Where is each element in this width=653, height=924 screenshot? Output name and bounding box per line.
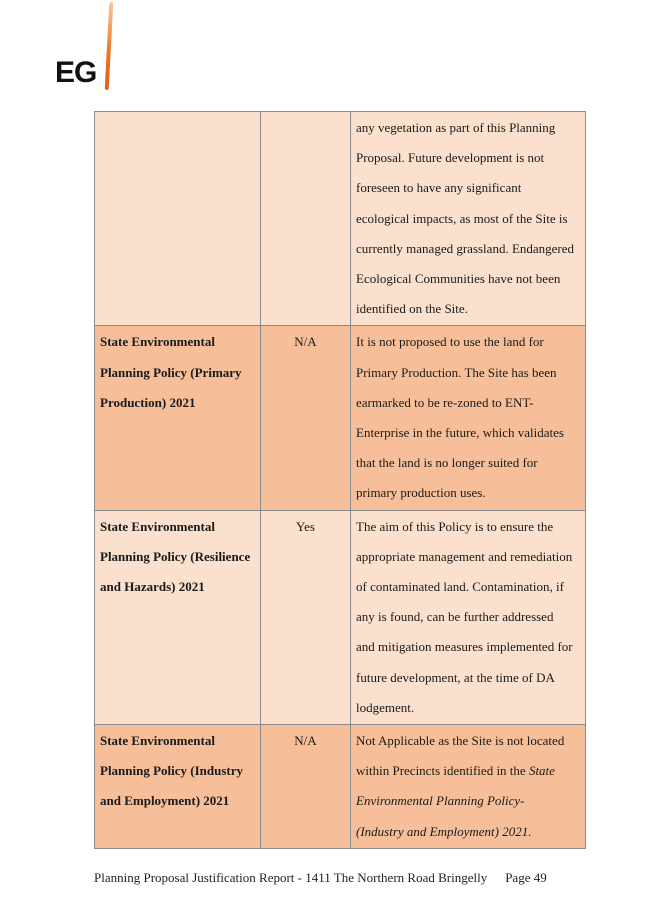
applicable-cell: Yes xyxy=(261,510,351,724)
page-footer xyxy=(94,870,547,886)
comment-text: Not Applicable as the Site is not located within Precincts identified in the xyxy=(356,733,565,779)
page-number: Page 49 xyxy=(505,870,547,885)
policy-name-cell: State Environmental Planning Policy (Primary Production) 2021 xyxy=(95,326,261,510)
policy-name-cell: State Environmental Planning Policy (Resilience and Hazards) 2021 xyxy=(95,510,261,724)
table-row xyxy=(95,725,586,849)
applicable-cell xyxy=(261,112,351,326)
comment-text: any vegetation as part of this Planning Proposal. Future development is not foreseen to have any significant ecological impacts, as most of the Site is currently managed grassland. Endangered Ecological Communities have not been identified on the Site. xyxy=(356,120,575,317)
comment-cell xyxy=(351,326,586,510)
footer-title: Planning Proposal Justification Report - 1411 The Northern Road Bringelly xyxy=(94,870,488,885)
eg-logo xyxy=(55,0,125,92)
comment-cell xyxy=(351,725,586,849)
logo-text: EG xyxy=(55,56,97,89)
comment-cell xyxy=(351,112,586,326)
policy-name-cell xyxy=(95,112,261,326)
comment-text: The aim of this Policy is to ensure the appropriate management and remediation of contaminated land. Contamination, if any is found, can be further addressed and mitigation measures implemented for future development, at the time of DA lodgement. xyxy=(356,518,573,715)
comment-italic-text: State Environmental Planning Policy- (Industry and Employment) 2021. xyxy=(356,763,555,839)
applicable-cell: N/A xyxy=(261,326,351,510)
table-row xyxy=(95,326,586,510)
policy-name-cell: State Environmental Planning Policy (Industry and Employment) 2021 xyxy=(95,725,261,849)
applicable-cell: N/A xyxy=(261,725,351,849)
logo-accent-bar xyxy=(105,2,114,90)
comment-text: It is not proposed to use the land for Primary Production. The Site has been earmarked to be re-zoned to ENT- Enterprise in the future, which validates that the land is no longer suited for primary production uses. xyxy=(356,334,564,501)
policy-table xyxy=(94,111,586,849)
table-row xyxy=(95,112,586,326)
comment-cell xyxy=(351,510,586,724)
table-row xyxy=(95,510,586,724)
